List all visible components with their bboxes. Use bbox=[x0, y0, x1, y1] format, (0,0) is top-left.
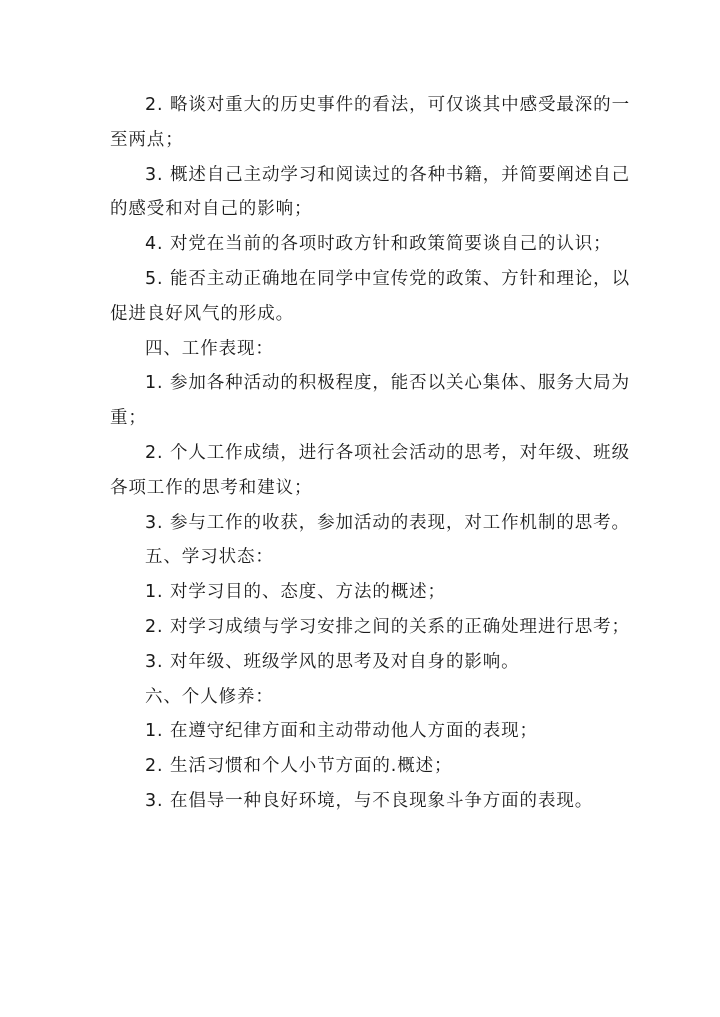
paragraph-good-environment: 3. 在倡导一种良好环境，与不良现象斗争方面的表现。 bbox=[145, 790, 594, 811]
document-page bbox=[110, 88, 630, 819]
paragraph-promote-policy: 5. 能否主动正确地在同学中宣传党的政策、方针和理论，以促进良好风气的形成。 bbox=[110, 268, 630, 324]
paragraph-party-policy: 4. 对党在当前的各项时政方针和政策简要谈自己的认识； bbox=[145, 234, 612, 255]
paragraph-study-style: 3. 对年级、班级学风的思考及对自身的影响。 bbox=[145, 651, 520, 672]
section-heading-personal-cultivation: 六、个人修养： bbox=[145, 686, 274, 707]
paragraph-living-habits: 2. 生活习惯和个人小节方面的.概述； bbox=[145, 756, 453, 777]
paragraph-discipline: 1. 在遵守纪律方面和主动带动他人方面的表现； bbox=[145, 721, 538, 742]
paragraph-work-results: 2. 个人工作成绩，进行各项社会活动的思考，对年级、班级各项工作的思考和建议； bbox=[110, 442, 630, 498]
paragraph-history-views: 2. 略谈对重大的历史事件的看法，可仅谈其中感受最深的一至两点； bbox=[110, 95, 630, 150]
paragraph-study-goals: 1. 对学习目的、态度、方法的概述； bbox=[145, 582, 446, 603]
section-heading-study-status: 五、学习状态： bbox=[145, 547, 274, 568]
section-heading-work-performance: 四、工作表现： bbox=[145, 338, 274, 359]
paragraph-study-results: 2. 对学习成绩与学习安排之间的关系的正确处理进行思考； bbox=[145, 616, 630, 637]
paragraph-activity-participation: 1. 参加各种活动的积极程度，能否以关心集体、服务大局为重； bbox=[110, 373, 630, 429]
paragraph-reading-books: 3. 概述自己主动学习和阅读过的各种书籍，并简要阐述自己的感受和对自己的影响； bbox=[110, 164, 630, 220]
paragraph-work-gains: 3. 参与工作的收获，参加活动的表现，对工作机制的思考。 bbox=[145, 512, 630, 533]
